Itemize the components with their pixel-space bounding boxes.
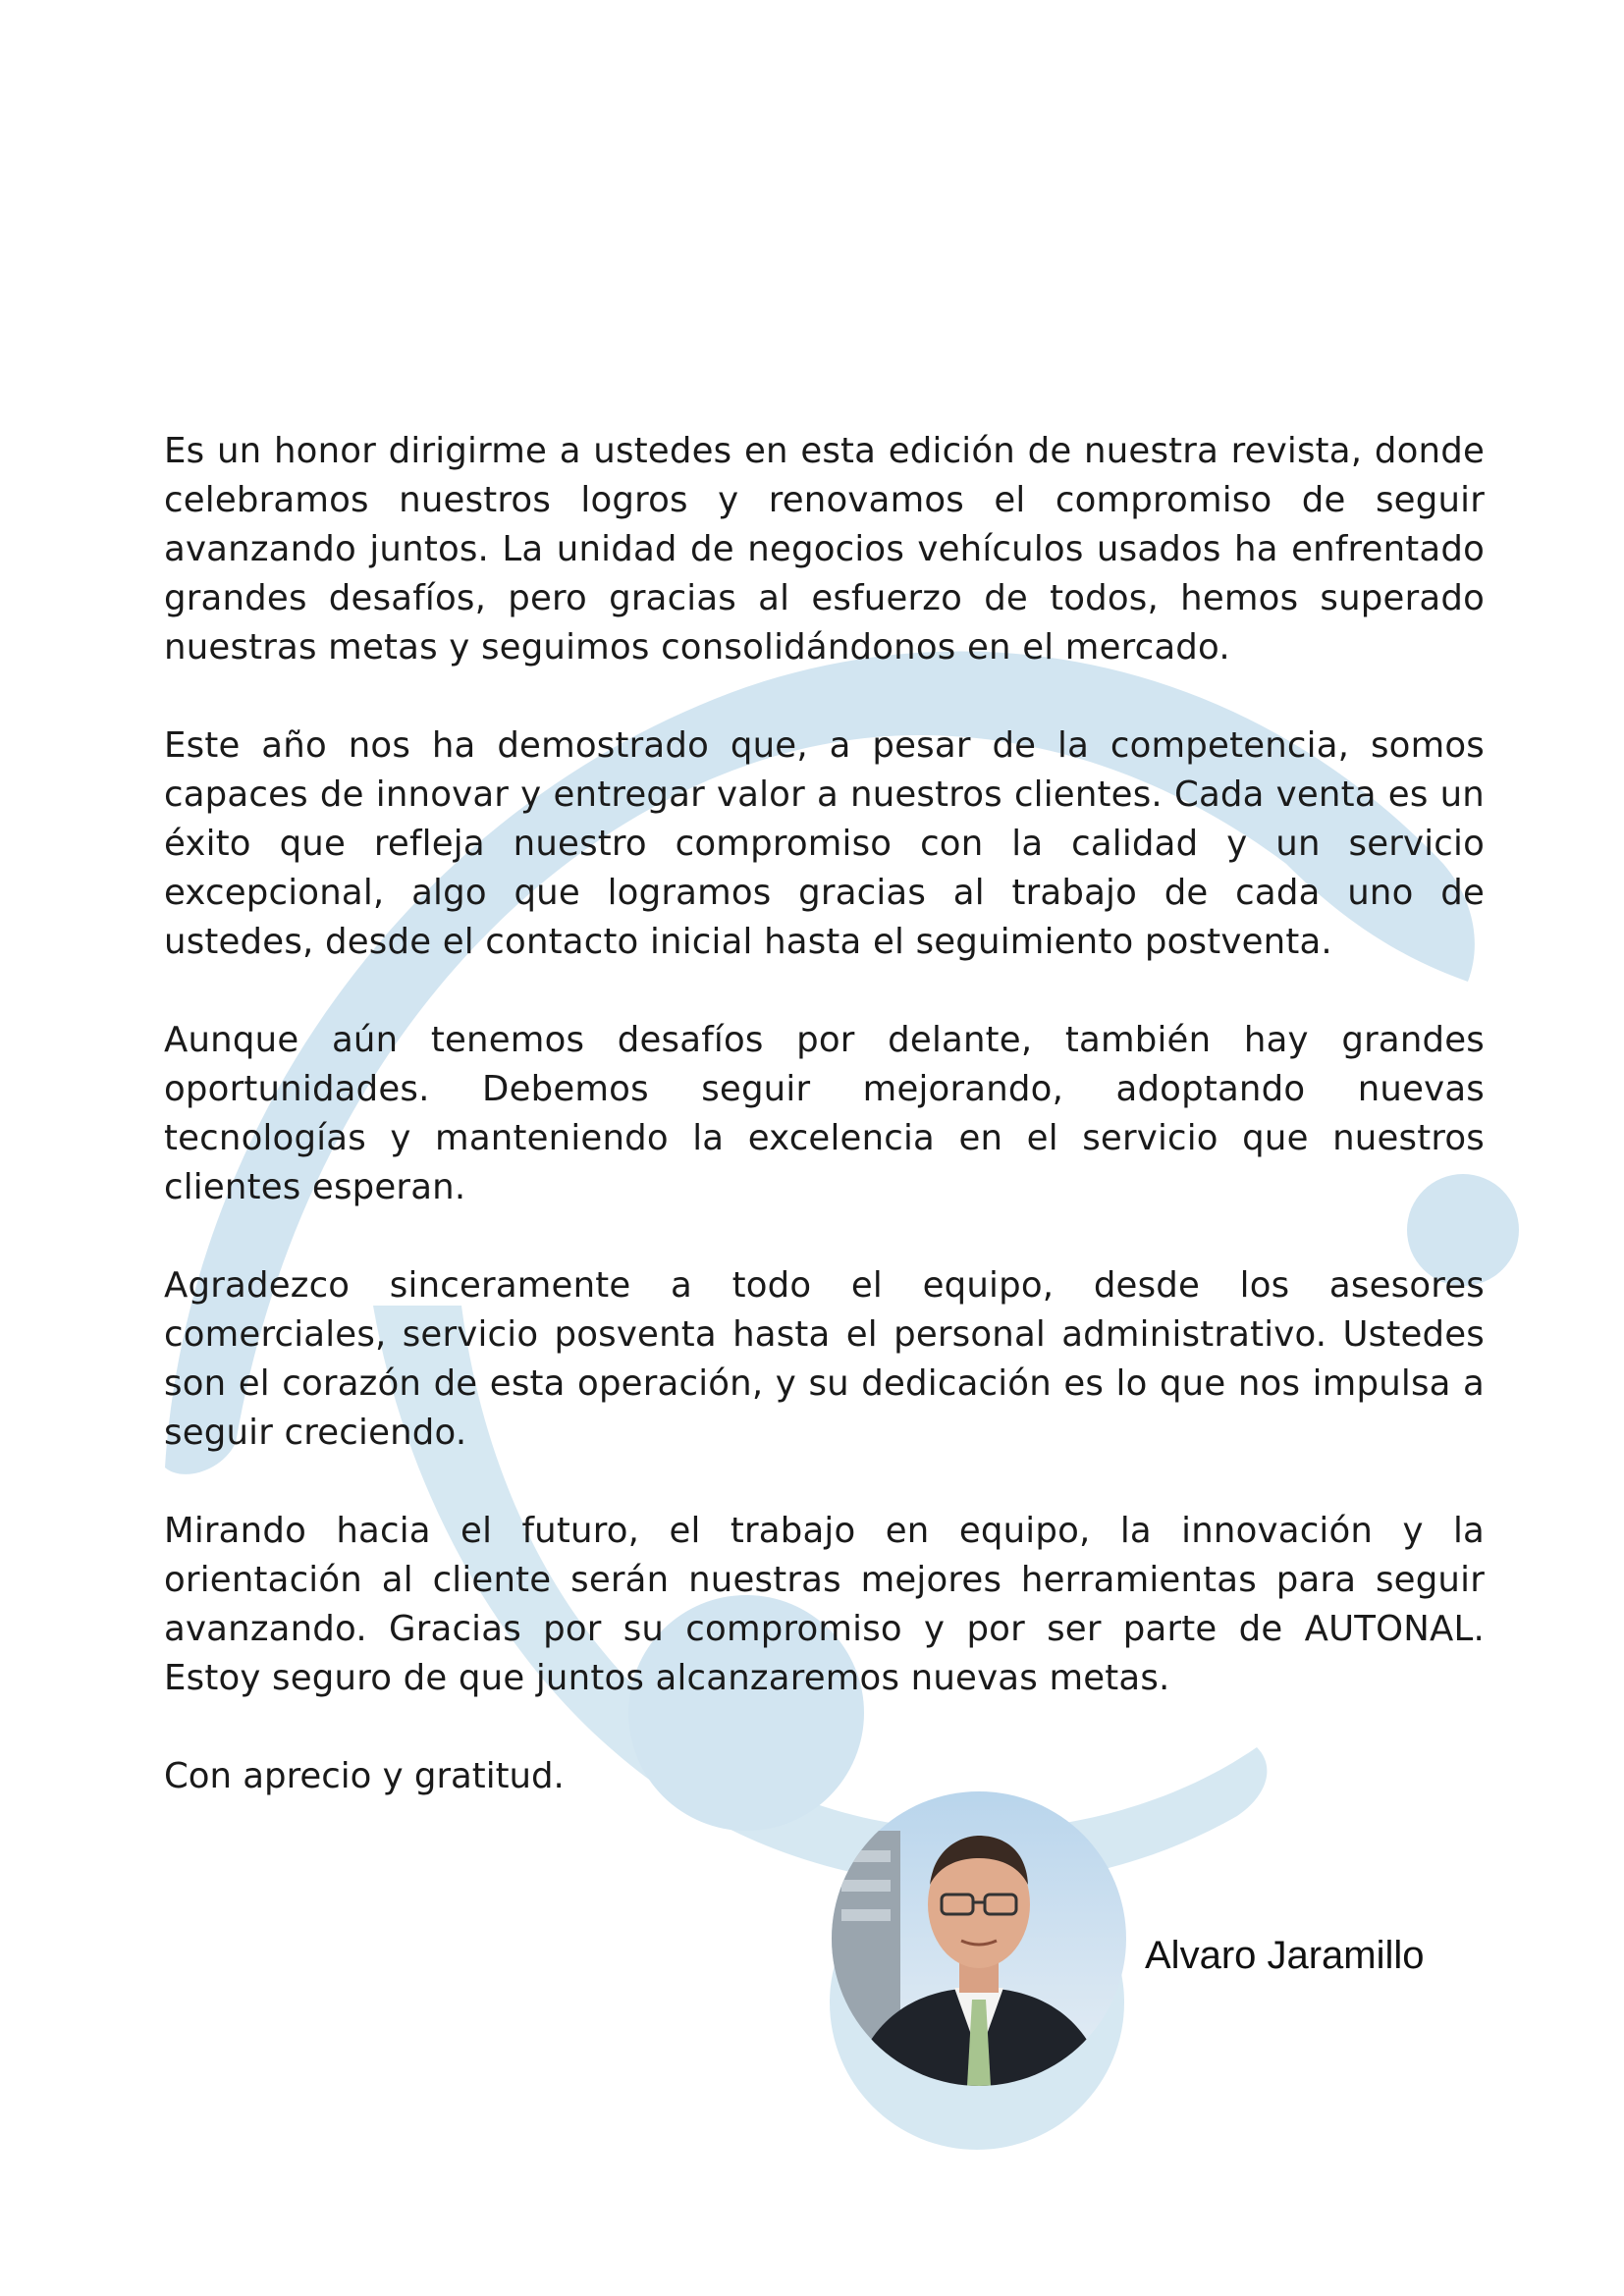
letter-paragraph-1: Es un honor dirigirme a ustedes en esta edición de nuestra revista, donde celebramos nuestros logros y renovamos el compromiso de seguir avanzando juntos. La unidad de negocios vehículos usados ha enfrentado grandes desafíos, pero gracias al esfuerzo de todos, hemos superado nuestras metas y seguimos consolidándonos en el mercado. [164,431,1485,667]
signer-name: Alvaro Jaramillo [1145,1934,1425,1977]
letter-body [164,427,1485,1801]
letter-paragraph-4: Agradezco sinceramente a todo el equipo, desde los asesores comerciales, servicio posventa hasta el personal administrativo. Ustedes son el corazón de esta operación, y su dedicación es lo que nos impulsa a seguir creciendo. [164,1265,1485,1453]
letter-paragraph-3: Aunque aún tenemos desafíos por delante, también hay grandes oportunidades. Debemos seguir mejorando, adoptando nuevas tecnologías y manteniendo la excelencia en el servicio que nuestros clientes esperan. [164,1020,1485,1207]
letter-paragraph-2: Este año nos ha demostrado que, a pesar de la competencia, somos capaces de innovar y entregar valor a nuestros clientes. Cada venta es un éxito que refleja nuestro compromiso con la calidad y un servicio excepcional, algo que logramos gracias al trabajo de cada uno de ustedes, desde el contacto inicial hasta el seguimiento postventa. [164,725,1485,962]
letter-closing: Con aprecio y gratitud. [164,1756,565,1796]
signer-portrait [832,1791,1126,2086]
letter-paragraph-5: Mirando hacia el futuro, el trabajo en equipo, la innovación y la orientación al cliente serán nuestras mejores herramientas para seguir avanzando. Gracias por su compromiso y por ser parte de AUTONAL. Estoy seguro de que juntos alcanzaremos nuevas metas. [164,1511,1485,1698]
